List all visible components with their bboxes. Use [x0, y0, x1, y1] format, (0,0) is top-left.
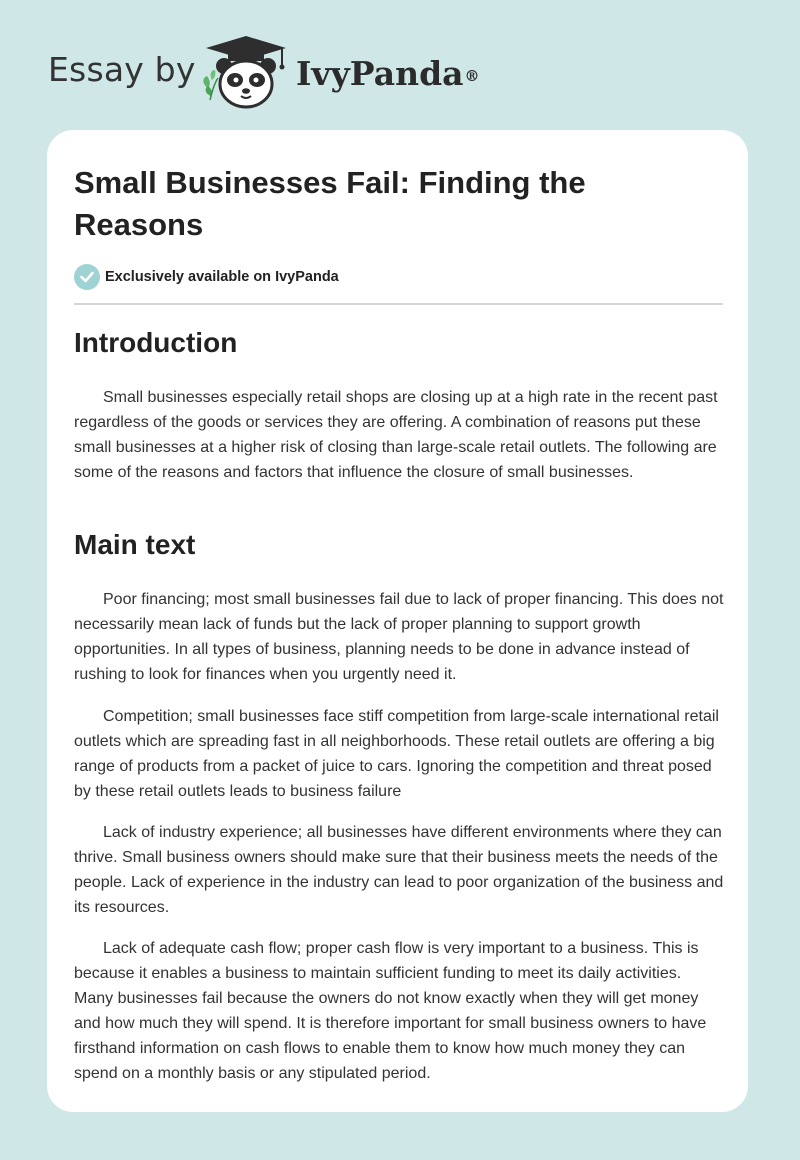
panda-graduate-icon[interactable]: [198, 34, 294, 110]
section-heading-introduction: Introduction: [74, 327, 238, 358]
page-title: Small Businesses Fail: Finding the Reasons: [74, 165, 586, 242]
registered-mark: ®: [464, 67, 480, 85]
site-header: [0, 0, 800, 130]
brand-name: IvyPanda: [296, 54, 464, 93]
essay-by-label: Essay by: [48, 50, 196, 89]
essay-card: [47, 130, 748, 1112]
check-circle-icon: [74, 264, 100, 290]
paragraph-industry-experience: Lack of industry experience; all businesses have different environments where they can thrive. Small business owners should make sure that their business meets the needs of the people. Lack of experience in the industry can lead to poor organization of the business and its resources.: [74, 824, 724, 916]
exclusive-badge: [74, 263, 339, 291]
paragraph-intro: Small businesses especially retail shops are closing up at a high rate in the recent past regardless of the goods or services they are offering. A combination of reasons put these small businesses at a higher risk of closing than large-scale retail outlets. The following are some of the reasons and factors that influence the closure of small businesses.: [74, 389, 718, 481]
paragraph-cash-flow: Lack of adequate cash flow; proper cash flow is very important to a business. This is because it enables a business to maintain sufficient funding to meet its daily activities. Many businesses fail because the owners do not know exactly when they will get money and how much they will spend. It is therefore important for small business owners to have firsthand information on cash flows to enable them to know how much money they can spend on a monthly basis or any stipulated period.: [74, 940, 707, 1082]
brand-logo-text[interactable]: [296, 54, 480, 94]
paragraph-poor-financing: Poor financing; most small businesses fail due to lack of proper financing. This does not necessarily mean lack of funds but the lack of proper planning to support growth opportunities. In all types of business, planning needs to be done in advance instead of rushing to look for finances when you urgently need it.: [74, 591, 724, 683]
badge-label: Exclusively available on IvyPanda: [105, 269, 339, 285]
divider: [74, 303, 723, 305]
section-heading-main-text: Main text: [74, 529, 196, 560]
paragraph-competition: Competition; small businesses face stiff competition from large-scale international retail outlets which are spreading fast in all neighborhoods. These retail outlets are offering a big range of products from a packet of juice to cars. Ignoring the competition and threat posed by these retail outlets leads to business failure: [74, 708, 719, 800]
